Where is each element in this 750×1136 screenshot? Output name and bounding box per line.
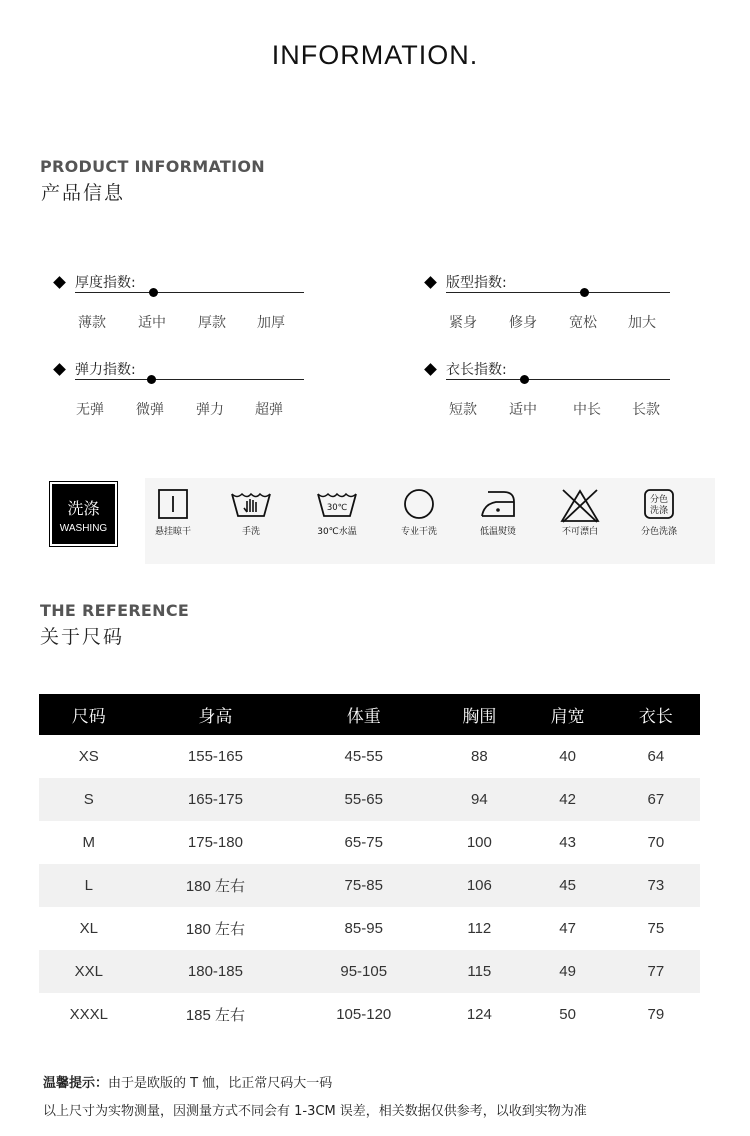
index-marker-dot — [149, 288, 158, 297]
size-table-cell: 94 — [435, 778, 523, 821]
size-table-cell: XS — [78, 748, 99, 765]
product-section-title-cn: 产品信息 — [41, 182, 126, 204]
size-table-cell: 79 — [647, 1006, 665, 1023]
index-option: 适中 — [509, 402, 537, 418]
size-table-cell: 70 — [647, 834, 665, 851]
size-table-cell: 180 左右 — [139, 864, 293, 907]
size-table-cell: 85-95 — [344, 920, 383, 937]
size-table-row — [39, 864, 700, 907]
low-iron-icon — [478, 488, 518, 520]
size-table-cell: L — [39, 864, 139, 907]
size-table-cell: XXXL — [69, 1006, 108, 1023]
size-table-cell: 45 — [523, 864, 611, 907]
size-table-header-row — [39, 694, 700, 735]
index-option: 超弹 — [255, 402, 283, 418]
size-table-cell: 64 — [647, 748, 665, 765]
size-table-row — [39, 993, 700, 1036]
size-table-cell: 47 — [559, 920, 576, 937]
measure-note: 以上尺寸为实物测量，因测量方式不同会有 1-3CM 误差，相关数据仅供参考，以收到实物为准 — [43, 1104, 587, 1119]
index-option: 薄款 — [78, 315, 106, 331]
index-scale-line — [75, 379, 304, 380]
size-table — [39, 694, 700, 1036]
size-table-header: 衣长 — [612, 694, 700, 735]
wash-label: 手洗 — [241, 527, 260, 537]
index-block — [426, 272, 686, 342]
index-option: 短款 — [449, 402, 477, 418]
size-table-header: 肩宽 — [523, 694, 611, 735]
size-table-cell: 75 — [647, 920, 665, 937]
size-table-cell: 67 — [612, 778, 700, 821]
size-table-cell: 40 — [559, 748, 576, 765]
reference-section-title-cn: 关于尺码 — [40, 626, 125, 648]
size-table-cell: 55-65 — [292, 778, 435, 821]
washing-badge — [52, 484, 115, 544]
index-label: 弹力指数: — [75, 362, 136, 378]
size-table-row — [39, 778, 700, 821]
size-table-cell: 115 — [435, 950, 523, 993]
dry-clean-icon — [402, 488, 436, 520]
index-block — [55, 359, 315, 429]
index-option: 适中 — [138, 315, 166, 331]
size-table-cell: 45-55 — [344, 748, 383, 765]
reference-section-title-en: THE REFERENCE — [40, 601, 190, 620]
index-option: 加厚 — [257, 315, 285, 331]
size-table-cell: 180 左右 — [185, 921, 246, 938]
svg-text:30℃: 30℃ — [326, 503, 348, 513]
wash-label: 专业干洗 — [400, 527, 437, 537]
index-option: 微弹 — [136, 402, 164, 418]
size-table-cell: 73 — [612, 864, 700, 907]
wash-label: 悬挂晾干 — [154, 527, 191, 537]
index-option: 长款 — [632, 402, 660, 418]
size-table-row — [39, 950, 700, 993]
index-label: 厚度指数: — [75, 275, 136, 291]
page-title: INFORMATION. — [271, 40, 479, 70]
index-marker-dot — [147, 375, 156, 384]
index-scale-line — [75, 292, 304, 293]
size-table-cell: 50 — [559, 1006, 576, 1023]
wash-label: 30℃水温 — [317, 527, 357, 537]
no-bleach-icon — [559, 488, 601, 524]
index-scale-line — [446, 379, 670, 380]
size-table-header: 胸围 — [435, 694, 523, 735]
size-table-cell: 42 — [523, 778, 611, 821]
size-table-cell: 155-165 — [187, 748, 243, 765]
svg-text:分色: 分色 — [649, 495, 669, 505]
wash-label: 低温熨烫 — [479, 527, 516, 537]
wash-item-30-degree — [297, 488, 377, 537]
tip-text: 由于是欧版的 T 恤，比正常尺码大一码 — [108, 1076, 333, 1091]
hand-wash-icon — [230, 488, 272, 520]
index-marker-dot — [580, 288, 589, 297]
wash-30-icon — [316, 488, 358, 520]
size-table-row — [39, 735, 700, 778]
size-table-cell: XXL — [39, 950, 139, 993]
index-option: 弹力 — [196, 402, 224, 418]
tip-note — [43, 1072, 332, 1091]
wash-item-separate-wash — [619, 488, 699, 537]
diamond-bullet-icon — [424, 363, 437, 376]
wash-label: 分色洗涤 — [640, 527, 677, 537]
size-table-cell: 95-105 — [292, 950, 435, 993]
wash-item-hang-dry — [133, 488, 213, 537]
size-table-row — [39, 821, 700, 864]
size-table-cell: 165-175 — [139, 778, 293, 821]
size-table-cell: 175-180 — [187, 834, 243, 851]
washing-badge-en: WASHING — [59, 523, 108, 534]
index-block — [55, 272, 315, 342]
size-table-cell: 106 — [435, 864, 523, 907]
hang-dry-icon — [157, 488, 189, 520]
size-table-cell: 124 — [466, 1006, 492, 1023]
index-marker-dot — [520, 375, 529, 384]
diamond-bullet-icon — [53, 276, 66, 289]
wash-item-low-iron — [458, 488, 538, 537]
separate-wash-icon — [643, 488, 675, 520]
index-option: 紧身 — [449, 315, 477, 331]
index-scale-line — [446, 292, 670, 293]
index-option: 宽松 — [569, 315, 597, 331]
size-table-header: 身高 — [139, 694, 293, 735]
product-section-title-en: PRODUCT INFORMATION — [40, 157, 265, 176]
wash-item-hand-wash — [211, 488, 291, 537]
wash-item-dry-clean — [379, 488, 459, 537]
size-table-cell: M — [82, 834, 96, 851]
size-table-cell: 185 左右 — [185, 1007, 246, 1024]
size-table-row — [39, 907, 700, 950]
index-block — [426, 359, 686, 429]
size-table-cell: 65-75 — [344, 834, 383, 851]
size-table-cell: S — [39, 778, 139, 821]
tip-label: 温馨提示： — [43, 1076, 109, 1091]
index-option: 厚款 — [198, 315, 226, 331]
size-table-cell: 77 — [612, 950, 700, 993]
size-table-cell: XL — [79, 920, 98, 937]
size-table-cell: 180-185 — [139, 950, 293, 993]
index-option: 加大 — [628, 315, 656, 331]
size-table-cell: 112 — [467, 920, 492, 937]
size-table-cell: 49 — [523, 950, 611, 993]
index-label: 版型指数: — [446, 275, 507, 291]
index-option: 中长 — [573, 402, 601, 418]
wash-label: 不可漂白 — [561, 527, 598, 537]
index-label: 衣长指数: — [446, 362, 507, 378]
size-table-header: 尺码 — [39, 694, 139, 735]
wash-item-no-bleach — [540, 488, 620, 537]
size-table-header: 体重 — [292, 694, 435, 735]
diamond-bullet-icon — [53, 363, 66, 376]
size-table-cell: 105-120 — [336, 1006, 392, 1023]
index-option: 修身 — [509, 315, 537, 331]
svg-text:洗涤: 洗涤 — [649, 506, 669, 516]
washing-badge-cn: 洗涤 — [67, 499, 100, 518]
diamond-bullet-icon — [424, 276, 437, 289]
size-table-cell: 75-85 — [292, 864, 435, 907]
index-option: 无弹 — [76, 402, 104, 418]
size-table-cell: 100 — [466, 834, 492, 851]
size-table-cell: 88 — [470, 748, 488, 765]
size-table-cell: 43 — [559, 834, 576, 851]
